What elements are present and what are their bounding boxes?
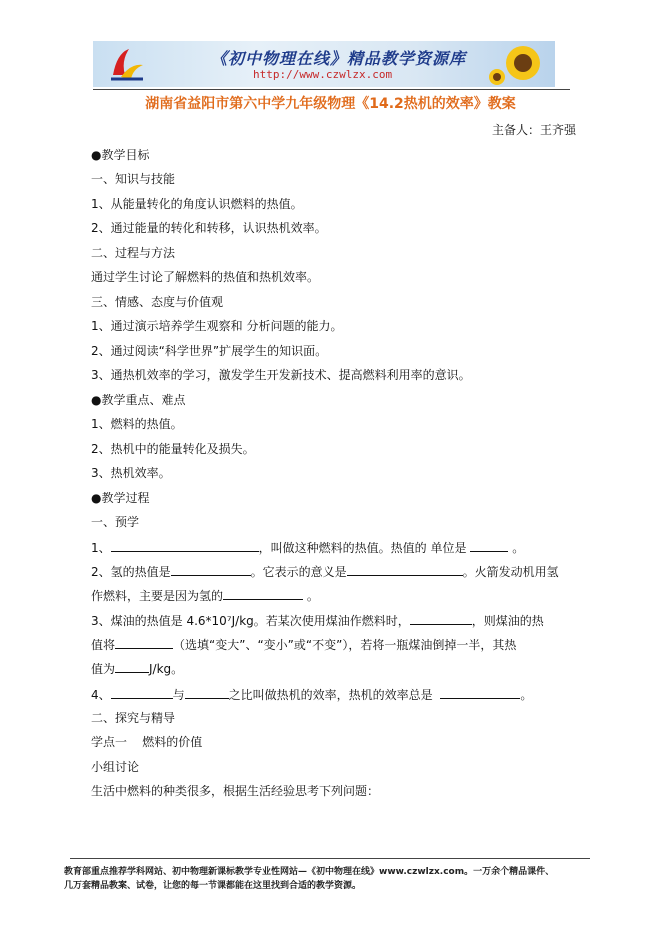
answer-blank[interactable] [111, 539, 259, 552]
question-text: ，叫做这种燃料的热值。热值的 单位是 [258, 541, 467, 555]
section-heading: ●教学目标 [91, 148, 150, 162]
answer-blank[interactable] [115, 636, 173, 649]
question-text: 作燃料，主要是因为氢的 [91, 589, 224, 603]
section-heading: ●教学重点、难点 [91, 393, 186, 407]
site-logo-icon [107, 45, 147, 83]
question-text: J/kg。 [149, 662, 184, 676]
header-banner [93, 41, 555, 87]
question-text: 1、 [91, 541, 111, 555]
answer-blank[interactable] [171, 563, 251, 576]
section-heading: ●教学过程 [91, 491, 150, 505]
paragraph: 1、从能量转化的角度认识燃料的热值。 [91, 197, 303, 211]
paragraph: 2、热机中的能量转化及损失。 [91, 442, 255, 456]
question-text: 之比叫做热机的效率，热机的效率总是 [228, 688, 433, 702]
question-3 [91, 612, 544, 629]
question-2 [91, 563, 559, 580]
subsection-heading: 三、情感、态度与价值观 [91, 295, 224, 309]
subsection-heading: 一、预学 [91, 515, 140, 529]
subsection-heading: 一、知识与技能 [91, 172, 176, 186]
question-3-cont [91, 636, 516, 653]
question-text: 。 [520, 688, 533, 702]
paragraph: 3、热机效率。 [91, 466, 171, 480]
answer-blank[interactable] [347, 563, 463, 576]
footer-line: 几万套精品教案、试卷，让您的每一节课都能在这里找到合适的教学资源。 [64, 881, 362, 891]
question-text: 3、煤油的热值是 4.6*10⁷J/kg。若某次使用煤油作燃料时， [91, 614, 410, 628]
question-text: （选填“变大”、“变小”或“不变”），若将一瓶煤油倒掉一半，其热 [173, 638, 517, 652]
answer-blank[interactable] [440, 686, 520, 699]
question-text: 值将 [91, 638, 116, 652]
question-3-cont [91, 660, 183, 677]
header-divider [93, 89, 570, 90]
paragraph: 3、通热机效率的学习，激发学生开发新技术、提高燃料利用率的意识。 [91, 368, 471, 382]
question-1 [91, 539, 524, 556]
answer-blank[interactable] [185, 686, 229, 699]
document-title: 湖南省益阳市第六中学九年级物理《14.2热机的效率》教案 [145, 96, 516, 112]
question-text: 。火箭发动机用氢 [462, 565, 559, 579]
question-text: 4、 [91, 688, 111, 702]
subsection-heading: 二、探究与精导 [91, 711, 176, 725]
question-text: 。它表示的意义是 [250, 565, 347, 579]
answer-blank[interactable] [115, 660, 149, 673]
question-4 [91, 686, 532, 703]
question-text: 。 [306, 589, 319, 603]
answer-blank[interactable] [410, 612, 472, 625]
paragraph: 1、燃料的热值。 [91, 417, 183, 431]
paragraph: 通过学生讨论了解燃料的热值和热机效率。 [91, 270, 320, 284]
banner-title: 《初中物理在线》精品教学资源库 [211, 49, 467, 68]
question-text: ，则煤油的热 [471, 614, 544, 628]
answer-blank[interactable] [470, 539, 508, 552]
paragraph: 小组讨论 [91, 760, 140, 774]
paragraph: 生活中燃料的种类很多，根据生活经验思考下列问题： [91, 784, 380, 798]
paragraph: 2、通过阅读“科学世界”扩展学生的知识面。 [91, 344, 328, 358]
banner-url: http://www.czwlzx.com [253, 68, 393, 81]
author-line: 主备人：王齐强 [492, 123, 577, 137]
answer-blank[interactable] [111, 686, 173, 699]
question-text: 与 [172, 688, 185, 702]
footer-divider [70, 858, 590, 859]
answer-blank[interactable] [223, 587, 303, 600]
question-text: 值为 [91, 662, 116, 676]
question-text: 。 [512, 541, 525, 555]
question-text: 2、氢的热值是 [91, 565, 171, 579]
question-2-cont [91, 587, 319, 604]
paragraph: 2、通过能量的转化和转移，认识热机效率。 [91, 221, 327, 235]
footer-line: 教育部重点推荐学科网站、初中物理新课标教学专业性网站—《初中物理在线》www.czwlzx.com。一万余个精品课件、 [64, 867, 555, 877]
sunflower-icon [487, 41, 551, 87]
subsection-heading: 学点一 燃料的价值 [91, 735, 203, 749]
subsection-heading: 二、过程与方法 [91, 246, 176, 260]
paragraph: 1、通过演示培养学生观察和 分析问题的能力。 [91, 319, 343, 333]
